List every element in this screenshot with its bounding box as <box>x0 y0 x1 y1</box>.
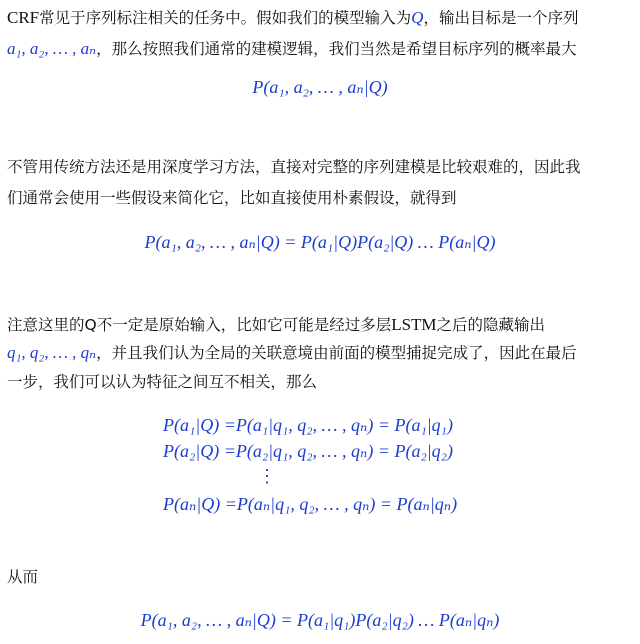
vertical-dots: ⋮ <box>258 466 276 487</box>
paragraph-hidden-line-1 <box>7 310 635 340</box>
paragraph-intro-line-2 <box>7 34 635 64</box>
hidden-text-2: ，并且我们认为全局的关联意境由前面的模型捕捉完成了，因此在最后 <box>96 344 577 362</box>
paragraph-hidden-line-3: 一步，我们可以认为特征之间互不相关，那么 <box>7 373 318 391</box>
paragraph-intro-line-1 <box>7 3 635 33</box>
equation-joint-probability: P(a₁, a₂, … , aₙ|Q) <box>252 77 388 97</box>
inline-math-q-sequence: q₁, q₂, … , qₙ <box>7 343 97 362</box>
hidden-text-a: 注意这里的Q不一定是原始输入，比如它可能是经过多层 <box>7 316 392 334</box>
inline-math-a-sequence: a₁, a₂, … , aₙ <box>7 39 97 58</box>
equation-final-factorization: P(a₁, a₂, … , aₙ|Q) = P(a₁|q₁)P(a₂|q₂) … P(aₙ|qₙ) <box>140 610 500 630</box>
paragraph-assumption-line-2: 们通常会使用一些假设来简化它，比如直接使用朴素假设，就得到 <box>7 189 457 207</box>
intro-text: 常见于序列标注相关的任务中。假如我们的模型输入为 <box>39 9 412 27</box>
inline-math-q: Q <box>411 8 424 27</box>
equation-naive-factorization: P(a₁, a₂, … , aₙ|Q) = P(a₁|Q)P(a₂|Q) … P(aₙ|Q) <box>144 232 496 252</box>
intro-text-2: ，那么按照我们通常的建模逻辑，我们当然是希望目标序列的概率最大 <box>96 40 577 58</box>
lstm-text: LSTM <box>391 315 437 334</box>
paragraph-conclusion: 从而 <box>7 568 39 586</box>
equation-block-independence <box>163 412 453 464</box>
equation-line-n: P(aₙ|Q) =P(aₙ|q₁, q₂, … , qₙ) = P(aₙ|qₙ) <box>163 494 458 514</box>
equation-line-1: P(a₁|Q) =P(a₁|q₁, q₂, … , qₙ) = P(a₁|q₁) <box>163 415 453 435</box>
hidden-text-b: 之后的隐藏输出 <box>436 316 546 334</box>
equation-block-independence-last <box>163 491 457 517</box>
intro-text-suffix: ，输出目标是一个序列 <box>423 9 579 27</box>
crf-text: CRF <box>7 8 40 27</box>
paragraph-assumption-line-1: 不管用传统方法还是用深度学习方法，直接对完整的序列建模是比较艰难的，因此我 <box>7 158 581 176</box>
paragraph-hidden-line-2 <box>7 338 635 368</box>
equation-line-2: P(a₂|Q) =P(a₂|q₁, q₂, … , qₙ) = P(a₂|q₂) <box>163 441 453 461</box>
